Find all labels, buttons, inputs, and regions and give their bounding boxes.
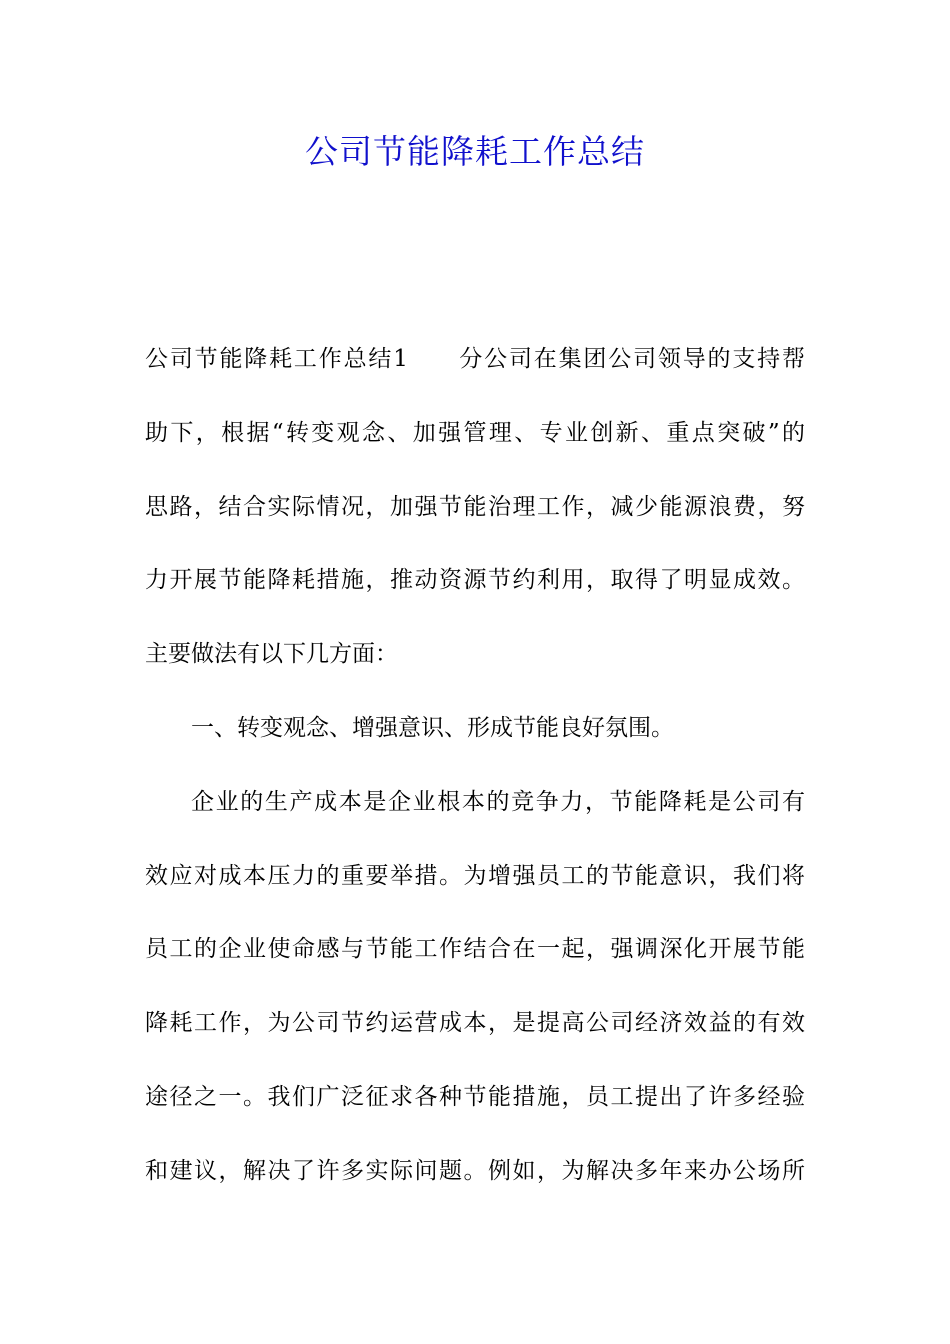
body-line: 员工的企业使命感与节能工作结合在一起，强调深化开展节能 <box>145 936 805 963</box>
body-line: 和建议，解决了许多实际问题。例如，为解决多年来办公场所 <box>145 1157 805 1184</box>
body-line: 降耗工作，为公司节约运营成本，是提高公司经济效益的有效 <box>145 1010 805 1037</box>
body-line: 企业的生产成本是企业根本的竞争力，节能降耗是公司有 <box>191 788 805 815</box>
body-line: 效应对成本压力的重要举措。为增强员工的节能意识，我们将 <box>145 862 805 889</box>
body-line: 公司节能降耗工作总结1 分公司在集团公司领导的支持帮 <box>145 346 805 372</box>
document-body <box>145 337 805 1223</box>
body-line: 主要做法有以下几方面： <box>145 641 398 668</box>
body-line: 思路，结合实际情况，加强节能治理工作，减少能源浪费，努 <box>145 493 805 520</box>
document-title: 公司节能降耗工作总结 <box>305 132 645 171</box>
body-line: 力开展节能降耗措施，推动资源节约利用，取得了明显成效。 <box>145 567 805 594</box>
section-heading: 一、转变观念、增强意识、形成节能良好氛围。 <box>191 714 674 741</box>
body-line: 途径之一。我们广泛征求各种节能措施，员工提出了许多经验 <box>145 1083 805 1110</box>
body-line: 助下，根据“转变观念、加强管理、专业创新、重点突破”的 <box>145 419 805 446</box>
